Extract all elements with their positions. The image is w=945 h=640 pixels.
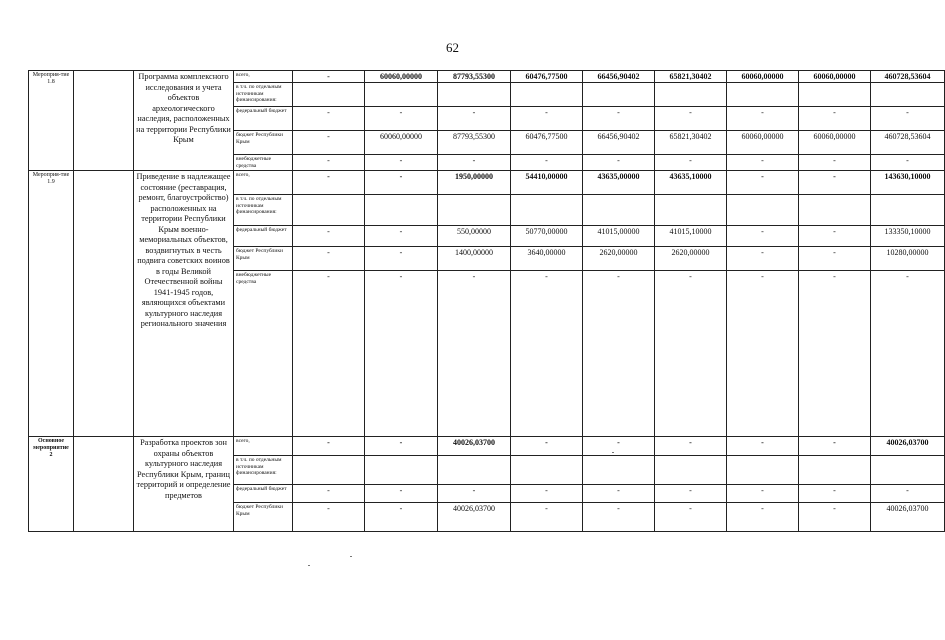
- amount-cell: -: [438, 485, 511, 503]
- amount-cell: -: [583, 437, 655, 456]
- total-value: 10280,00000: [871, 247, 945, 271]
- amount-cell: -: [655, 155, 727, 171]
- amount-cell: -: [365, 437, 438, 456]
- amount-cell: -: [799, 171, 871, 195]
- amount-cell: -: [511, 485, 583, 503]
- amount-cell: 60060,00000: [365, 71, 438, 83]
- amount-cell: [727, 456, 799, 485]
- table-row: [29, 71, 945, 83]
- amount-cell: 1400,00000: [438, 247, 511, 271]
- amount-cell: -: [293, 247, 365, 271]
- amount-cell: 60060,00000: [365, 131, 438, 155]
- amount-cell: 40026,03700: [438, 503, 511, 532]
- amount-cell: [583, 195, 655, 226]
- amount-cell: -: [293, 271, 365, 437]
- amount-cell: -: [293, 155, 365, 171]
- funding-source: внебюджетные средства: [234, 271, 293, 437]
- amount-cell: [365, 456, 438, 485]
- amount-cell: 66456,90402: [583, 71, 655, 83]
- event-name: Программа комплексного исследования и учета объектов археологического наследия, расположенных на территории Республики Крым: [134, 71, 234, 171]
- amount-cell: [655, 83, 727, 107]
- amount-cell: -: [727, 107, 799, 131]
- amount-cell: [511, 83, 583, 107]
- amount-cell: -: [583, 271, 655, 437]
- funding-source: внебюджетные средства: [234, 155, 293, 171]
- amount-cell: 41015,10000: [655, 226, 727, 247]
- total-value: -: [871, 107, 945, 131]
- amount-cell: [727, 195, 799, 226]
- amount-cell: -: [511, 107, 583, 131]
- funding-source: в т.ч. по отдельным источникам финансирования:: [234, 195, 293, 226]
- amount-cell: 60476,77500: [511, 71, 583, 83]
- amount-cell: -: [511, 437, 583, 456]
- amount-cell: -: [655, 271, 727, 437]
- amount-cell: -: [293, 71, 365, 83]
- amount-cell: [438, 195, 511, 226]
- amount-cell: -: [655, 437, 727, 456]
- amount-cell: 60060,00000: [727, 131, 799, 155]
- amount-cell: -: [365, 155, 438, 171]
- amount-cell: 550,00000: [438, 226, 511, 247]
- blank-cell: [74, 437, 134, 532]
- amount-cell: 2620,00000: [655, 247, 727, 271]
- amount-cell: -: [365, 485, 438, 503]
- amount-cell: -: [293, 131, 365, 155]
- amount-cell: 54410,00000: [511, 171, 583, 195]
- amount-cell: -: [293, 171, 365, 195]
- amount-cell: [293, 83, 365, 107]
- amount-cell: 43635,00000: [583, 171, 655, 195]
- amount-cell: -: [583, 155, 655, 171]
- amount-cell: -: [799, 247, 871, 271]
- amount-cell: -: [655, 503, 727, 532]
- amount-cell: -: [511, 503, 583, 532]
- amount-cell: -: [293, 226, 365, 247]
- amount-cell: -: [583, 485, 655, 503]
- total-value: -: [871, 485, 945, 503]
- amount-cell: [438, 456, 511, 485]
- blank-cell: [74, 171, 134, 437]
- funding-source: всего,: [234, 71, 293, 83]
- amount-cell: -: [727, 503, 799, 532]
- blank-cell: [74, 71, 134, 171]
- amount-cell: -: [727, 247, 799, 271]
- page-number: 62: [446, 40, 459, 55]
- total-value: 40026,03700: [871, 437, 945, 456]
- amount-cell: -: [799, 226, 871, 247]
- total-value: 143630,10000: [871, 171, 945, 195]
- event-name: Разработка проектов зон охраны объектов культурного наследия Республики Крым, границ территорий и определение предметов: [134, 437, 234, 532]
- event-name: Приведение в надлежащее состояние (реставрация, ремонт, благоустройство) расположенных на территории Республики Крым военно-мемориальных объектов, воздвигнутых в честь подвига советских воинов в годы Великой Отечественной войны 1941-1945 годов, являющихся объектами культурного наследия регионального значения: [134, 171, 234, 437]
- amount-cell: -: [511, 271, 583, 437]
- amount-cell: [365, 195, 438, 226]
- total-value: 133350,10000: [871, 226, 945, 247]
- amount-cell: 66456,90402: [583, 131, 655, 155]
- amount-cell: -: [365, 271, 438, 437]
- amount-cell: 65821,30402: [655, 131, 727, 155]
- amount-cell: -: [799, 155, 871, 171]
- amount-cell: [438, 83, 511, 107]
- amount-cell: -: [727, 226, 799, 247]
- amount-cell: -: [799, 271, 871, 437]
- total-value: 460728,53604: [871, 71, 945, 83]
- amount-cell: 1950,00000: [438, 171, 511, 195]
- amount-cell: 60060,00000: [799, 131, 871, 155]
- amount-cell: -: [583, 107, 655, 131]
- amount-cell: -: [511, 155, 583, 171]
- amount-cell: 60476,77500: [511, 131, 583, 155]
- total-value: [871, 456, 945, 485]
- funding-source: в т.ч. по отдельным источникам финансирования:: [234, 456, 293, 485]
- amount-cell: -: [365, 226, 438, 247]
- total-value: -: [871, 155, 945, 171]
- amount-cell: 41015,00000: [583, 226, 655, 247]
- amount-cell: [799, 195, 871, 226]
- total-value: [871, 83, 945, 107]
- amount-cell: [799, 456, 871, 485]
- event-code: Основное мероприятие 2: [29, 437, 74, 532]
- amount-cell: -: [365, 503, 438, 532]
- amount-cell: -: [293, 107, 365, 131]
- amount-cell: -: [365, 107, 438, 131]
- amount-cell: 3640,00000: [511, 247, 583, 271]
- amount-cell: [511, 456, 583, 485]
- funding-source: федеральный бюджет: [234, 107, 293, 131]
- amount-cell: -: [799, 107, 871, 131]
- amount-cell: 60060,00000: [799, 71, 871, 83]
- amount-cell: 60060,00000: [727, 71, 799, 83]
- amount-cell: -: [727, 437, 799, 456]
- amount-cell: [583, 456, 655, 485]
- amount-cell: -: [799, 503, 871, 532]
- funding-source: бюджет Республики Крым: [234, 247, 293, 271]
- funding-source: бюджет Республики Крым: [234, 131, 293, 155]
- amount-cell: [655, 456, 727, 485]
- amount-cell: [293, 195, 365, 226]
- event-code: Мероприя-тие 1.9: [29, 171, 74, 437]
- table-row: [29, 437, 945, 456]
- amount-cell: -: [799, 437, 871, 456]
- amount-cell: -: [365, 247, 438, 271]
- amount-cell: -: [727, 155, 799, 171]
- funding-source: бюджет Республики Крым: [234, 503, 293, 532]
- total-value: -: [871, 271, 945, 437]
- amount-cell: 43635,10000: [655, 171, 727, 195]
- funding-source: всего,: [234, 437, 293, 456]
- amount-cell: 87793,55300: [438, 71, 511, 83]
- amount-cell: [655, 195, 727, 226]
- amount-cell: [511, 195, 583, 226]
- amount-cell: 2620,00000: [583, 247, 655, 271]
- amount-cell: 50770,00000: [511, 226, 583, 247]
- amount-cell: -: [438, 271, 511, 437]
- amount-cell: 87793,55300: [438, 131, 511, 155]
- amount-cell: [727, 83, 799, 107]
- amount-cell: -: [727, 171, 799, 195]
- amount-cell: -: [727, 485, 799, 503]
- scan-artifact: [612, 452, 614, 453]
- amount-cell: [365, 83, 438, 107]
- total-value: 40026,03700: [871, 503, 945, 532]
- amount-cell: [799, 83, 871, 107]
- amount-cell: -: [655, 107, 727, 131]
- event-code: Мероприя-тие 1.8: [29, 71, 74, 171]
- funding-source: всего,: [234, 171, 293, 195]
- amount-cell: -: [293, 437, 365, 456]
- funding-source: федеральный бюджет: [234, 485, 293, 503]
- funding-source: федеральный бюджет: [234, 226, 293, 247]
- amount-cell: [583, 83, 655, 107]
- amount-cell: -: [365, 171, 438, 195]
- funding-source: в т.ч. по отдельным источникам финансирования:: [234, 83, 293, 107]
- amount-cell: -: [655, 485, 727, 503]
- amount-cell: -: [438, 107, 511, 131]
- amount-cell: 65821,30402: [655, 71, 727, 83]
- amount-cell: -: [293, 503, 365, 532]
- scan-artifact: [350, 556, 352, 557]
- table-row: [29, 171, 945, 195]
- amount-cell: 40026,03700: [438, 437, 511, 456]
- amount-cell: -: [438, 155, 511, 171]
- amount-cell: -: [583, 503, 655, 532]
- amount-cell: -: [727, 271, 799, 437]
- budget-table: [28, 70, 945, 532]
- scan-artifact: [308, 565, 310, 566]
- total-value: 460728,53604: [871, 131, 945, 155]
- amount-cell: [293, 456, 365, 485]
- amount-cell: -: [293, 485, 365, 503]
- total-value: [871, 195, 945, 226]
- amount-cell: -: [799, 485, 871, 503]
